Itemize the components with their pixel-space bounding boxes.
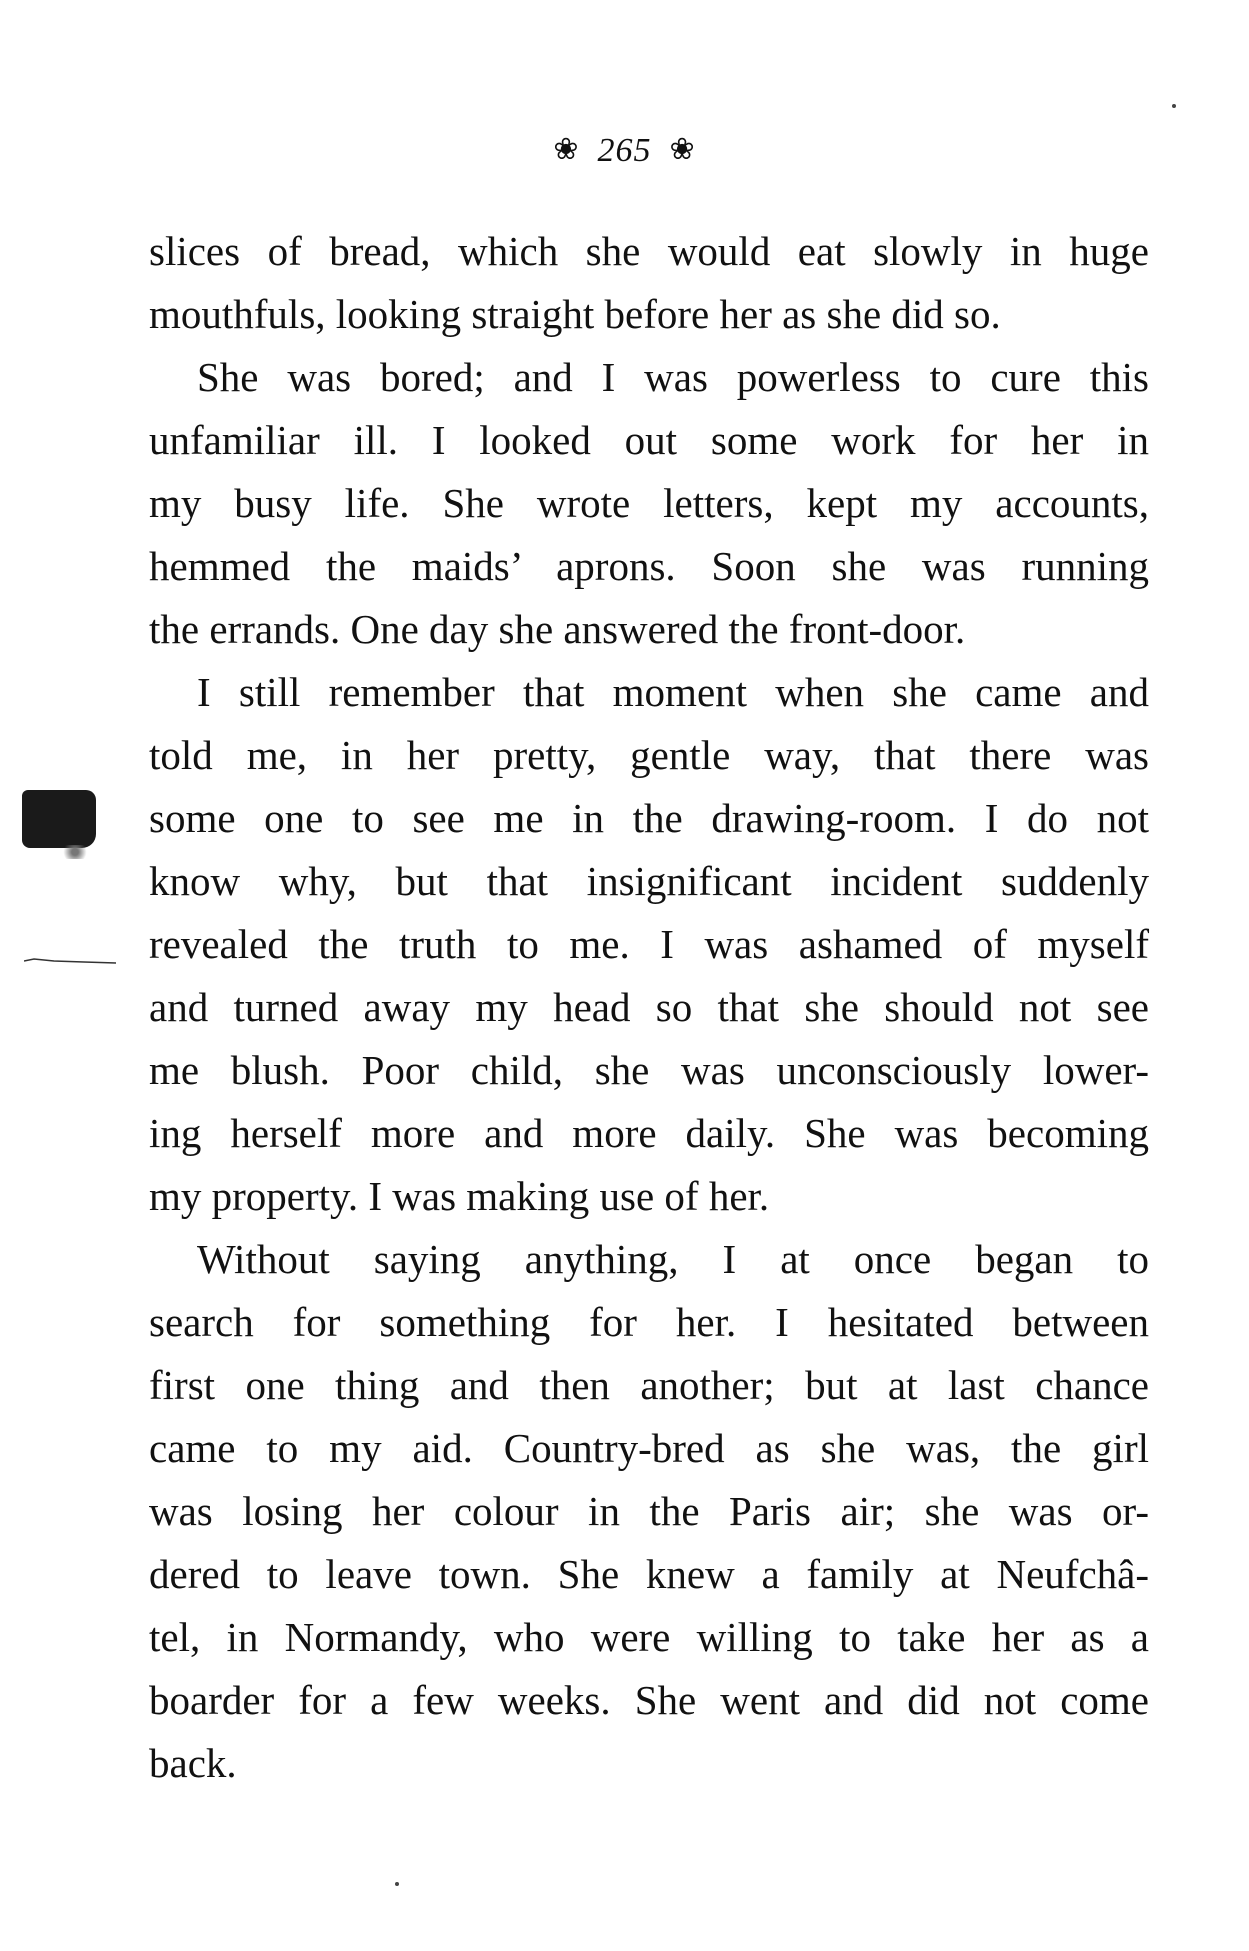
text-line: came to my aid. Country-bred as she was, the girl	[149, 1425, 1149, 1471]
text-line: unfamiliar ill. I looked out some work for her in	[149, 417, 1149, 463]
text-line: revealed the truth to me. I was ashamed of myself	[149, 921, 1149, 967]
ink-smudge	[22, 790, 96, 848]
page-header	[0, 132, 1249, 170]
text-line: my busy life. She wrote letters, kept my accounts,	[149, 480, 1149, 526]
text-line: mouthfuls, looking straight before her as she did so.	[149, 291, 1001, 337]
pencil-mark	[24, 958, 116, 964]
text-line: ing herself more and more daily. She was becoming	[149, 1110, 1149, 1156]
left-ornament-icon: ❀	[553, 133, 580, 166]
text-line: the errands. One day she answered the front-door.	[149, 606, 966, 652]
text-line: told me, in her pretty, gentle way, that there was	[149, 732, 1149, 778]
text-line: and turned away my head so that she should not see	[149, 984, 1149, 1030]
text-line: me blush. Poor child, she was unconsciously lower-	[149, 1047, 1149, 1093]
text-line: boarder for a few weeks. She went and did not come	[149, 1677, 1149, 1723]
text-line: back.	[149, 1740, 237, 1786]
page-body-text	[149, 220, 1149, 1795]
margin-dot	[1172, 104, 1176, 108]
text-line: know why, but that insignificant incident suddenly	[149, 858, 1149, 904]
text-line: hemmed the maids’ aprons. Soon she was running	[149, 543, 1149, 589]
ink-speckle	[60, 845, 90, 859]
text-line: She was bored; and I was powerless to cure this	[197, 354, 1149, 400]
margin-dot	[395, 1882, 399, 1886]
text-line: some one to see me in the drawing-room. I do not	[149, 795, 1149, 841]
text-line: first one thing and then another; but at last chance	[149, 1362, 1149, 1408]
right-ornament-icon: ❀	[669, 133, 696, 166]
text-line: slices of bread, which she would eat slowly in huge	[149, 228, 1149, 274]
text-line: search for something for her. I hesitated between	[149, 1299, 1149, 1345]
text-line: tel, in Normandy, who were willing to take her as a	[149, 1614, 1149, 1660]
text-line: was losing her colour in the Paris air; she was or-	[149, 1488, 1149, 1534]
text-line: Without saying anything, I at once began to	[197, 1236, 1149, 1282]
text-line: my property. I was making use of her.	[149, 1173, 770, 1219]
page-number: 265	[597, 132, 652, 169]
text-line: I still remember that moment when she came and	[197, 669, 1149, 715]
text-line: dered to leave town. She knew a family at Neufchâ-	[149, 1551, 1149, 1597]
